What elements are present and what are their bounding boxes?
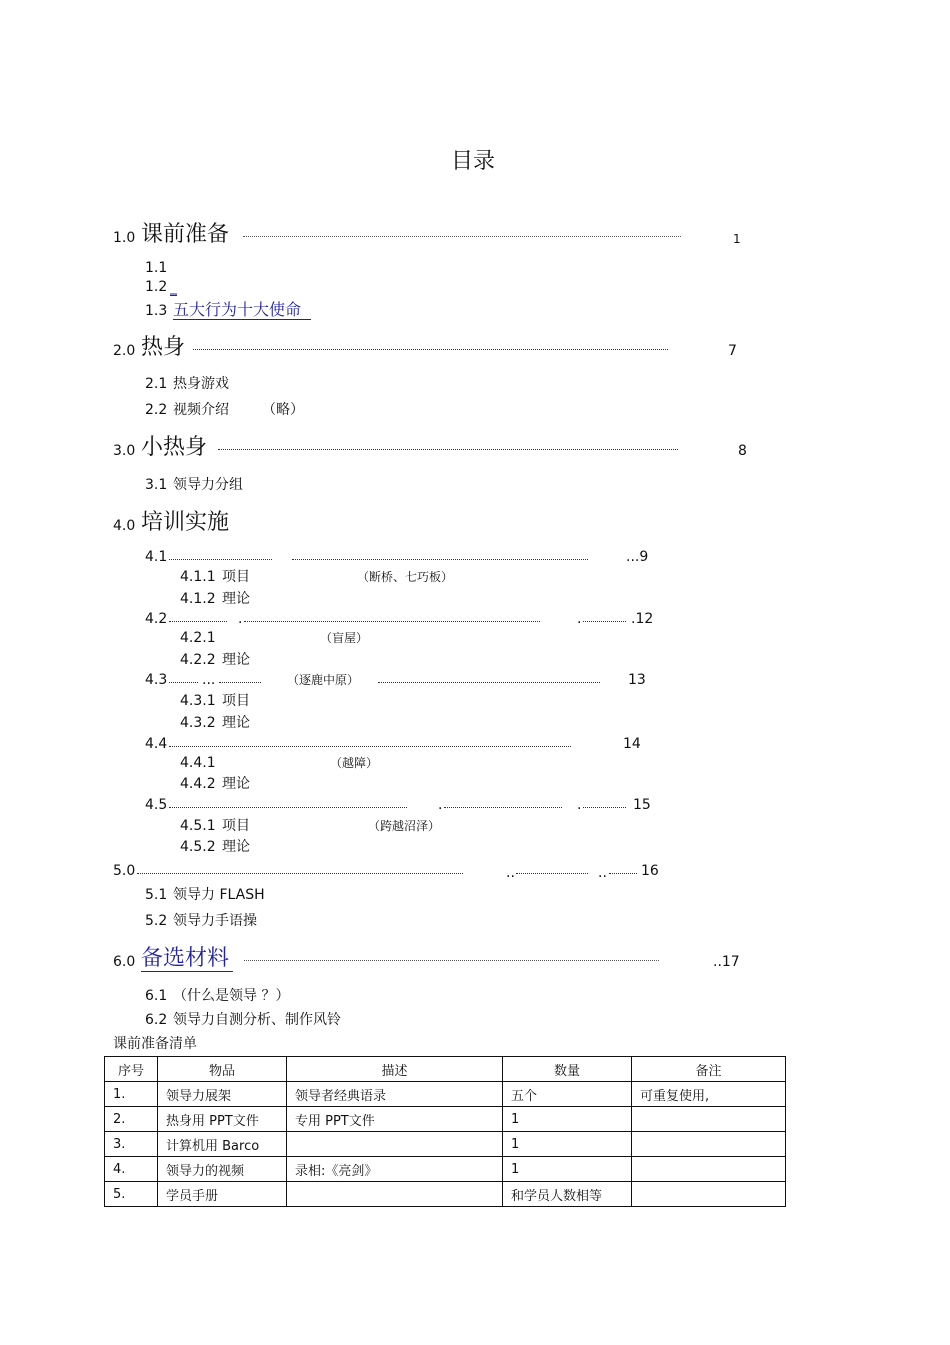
header-cell: 序号: [105, 1057, 158, 1082]
table-cell: 专用 PPT文件: [287, 1107, 503, 1132]
table-cell: 领导力展架: [158, 1082, 287, 1107]
table-cell: 热身用 PPT文件: [158, 1107, 287, 1132]
table-cell: [632, 1182, 786, 1207]
toc-item-number: 2.1: [145, 376, 168, 392]
toc-page-number: 16: [641, 863, 659, 879]
table-cell: [632, 1107, 786, 1132]
toc-leader-dots: [169, 682, 198, 683]
table-cell: 录相:《亮剑》: [287, 1157, 503, 1182]
toc-section-number: 5.0: [113, 863, 136, 879]
toc-subitem-title[interactable]: 理论: [222, 715, 250, 731]
toc-section-number: 6.0: [113, 954, 136, 970]
toc-leader-dots: [169, 621, 227, 622]
table-header-row: [105, 1057, 786, 1082]
toc-leader-mark: .: [577, 797, 582, 813]
toc-item-title[interactable]: 热身游戏: [173, 376, 229, 392]
prep-list-table: [104, 1056, 786, 1207]
table-row: [105, 1157, 786, 1182]
table-cell: 可重复使用,: [632, 1082, 786, 1107]
table-cell: 计算机用 Barco: [158, 1132, 287, 1157]
toc-subitem-number: 4.5.2: [180, 839, 216, 855]
toc-item-title[interactable]: （什么是领导 ？）: [173, 988, 290, 1004]
table-cell: [287, 1182, 503, 1207]
toc-subitem-note: （跨越沼泽）: [368, 819, 441, 833]
list-title: 课前准备清单: [113, 1036, 197, 1052]
toc-subitem-number: 4.1.2: [180, 591, 216, 607]
toc-leader-dots: [193, 349, 668, 350]
toc-page-number: 15: [633, 797, 651, 813]
toc-item-number: 4.2: [145, 611, 168, 627]
table-cell: 领导者经典语录: [287, 1082, 503, 1107]
toc-item-title[interactable]: 领导力分组: [173, 477, 243, 493]
toc-subitem-title[interactable]: 理论: [222, 591, 250, 607]
header-cell: 描述: [287, 1057, 503, 1082]
toc-subitem-number: 4.3.2: [180, 715, 216, 731]
toc-item-number: 4.5: [145, 797, 168, 813]
toc-item-title[interactable]: 领导力手语操: [173, 913, 257, 929]
toc-leader-dots: [244, 960, 659, 961]
toc-subitem-note: （越障）: [330, 756, 379, 770]
toc-leader-mark: .: [238, 611, 243, 627]
toc-item-number: 5.1: [145, 887, 168, 903]
toc-section-title[interactable]: 培训实施: [141, 510, 230, 535]
toc-item-number: 1.2: [145, 279, 168, 295]
table-cell: 1: [503, 1132, 632, 1157]
toc-page-number: 8: [738, 443, 747, 459]
toc-leader-dots: [244, 621, 540, 622]
table-cell: 2.: [105, 1107, 158, 1132]
toc-section-title[interactable]: 课前准备: [141, 222, 230, 247]
toc-item-number: 4.3: [145, 672, 168, 688]
toc-item-number: 2.2: [145, 402, 168, 418]
table-cell: 和学员人数相等: [503, 1182, 632, 1207]
toc-item-title[interactable]: 视频介绍: [173, 402, 229, 418]
toc-leader-dots: [169, 746, 571, 747]
toc-item-title[interactable]: 领导力 FLASH: [173, 887, 265, 903]
toc-subitem-number: 4.1.1: [180, 569, 216, 585]
table-cell: [632, 1132, 786, 1157]
toc-section-number: 2.0: [113, 343, 136, 359]
toc-item-note: （逐鹿中原）: [287, 673, 360, 687]
toc-section-title[interactable]: 小热身: [141, 435, 208, 460]
toc-subitem-note: （断桥、七巧板）: [357, 570, 454, 584]
toc-item-link[interactable]: 五大行为十大使命: [173, 302, 311, 320]
toc-leader-dots: [169, 559, 272, 560]
toc-item-link[interactable]: _: [170, 279, 177, 295]
toc-page-number: 14: [623, 736, 641, 752]
toc-item-number: 5.2: [145, 913, 168, 929]
toc-item-number: 4.4: [145, 736, 168, 752]
toc-leader-dots: [137, 873, 463, 874]
table-row: [105, 1107, 786, 1132]
table-cell: 5.: [105, 1182, 158, 1207]
table-cell: 学员手册: [158, 1182, 287, 1207]
toc-subitem-number: 4.4.2: [180, 776, 216, 792]
toc-subitem-title[interactable]: 理论: [222, 839, 250, 855]
toc-leader-dots: [583, 807, 626, 808]
toc-item-title[interactable]: 领导力自测分析、制作风铃: [173, 1012, 341, 1028]
toc-section-link[interactable]: 备选材料: [141, 948, 233, 972]
toc-subitem-title[interactable]: 项目: [222, 818, 250, 834]
table-cell: 五个: [503, 1082, 632, 1107]
toc-leader-dots: [583, 621, 626, 622]
toc-leader-mark: ..: [506, 865, 515, 881]
page-title: 目录: [451, 149, 496, 174]
toc-item-number: 6.2: [145, 1012, 168, 1028]
toc-section-title[interactable]: 热身: [141, 335, 186, 360]
toc-section-number: 3.0: [113, 443, 136, 459]
table-cell: 1.: [105, 1082, 158, 1107]
toc-leader-dots: [609, 873, 637, 874]
toc-subitem-number: 4.2.1: [180, 630, 216, 646]
table-cell: 3.: [105, 1132, 158, 1157]
toc-page-number: .12: [631, 611, 654, 627]
toc-item-number: 3.1: [145, 477, 168, 493]
table-cell: [632, 1157, 786, 1182]
toc-page-number: ...9: [626, 549, 649, 565]
toc-subitem-number: 4.4.1: [180, 755, 216, 771]
toc-leader-dots: [218, 449, 678, 450]
header-cell: 数量: [503, 1057, 632, 1082]
toc-leader-dots: [378, 682, 600, 683]
toc-subitem-title[interactable]: 项目: [222, 569, 250, 585]
toc-leader-dots: [516, 873, 588, 874]
table-row: [105, 1082, 786, 1107]
header-cell: 备注: [632, 1057, 786, 1082]
toc-leader-mark: ...: [202, 672, 216, 688]
table-row: [105, 1132, 786, 1157]
table-cell: 4.: [105, 1157, 158, 1182]
table-cell: 1: [503, 1157, 632, 1182]
toc-page-number: 7: [728, 343, 737, 359]
toc-subitem-title[interactable]: 理论: [222, 652, 250, 668]
toc-page-number: 13: [628, 672, 646, 688]
toc-leader-dots: [444, 807, 562, 808]
toc-subitem-note: （盲屋）: [320, 631, 369, 645]
toc-subitem-title[interactable]: 理论: [222, 776, 250, 792]
toc-section-number: 4.0: [113, 518, 136, 534]
toc-leader-dots: [292, 559, 588, 560]
toc-item-number: 1.1: [145, 260, 168, 276]
toc-subitem-number: 4.2.2: [180, 652, 216, 668]
toc-leader-mark: ..: [598, 865, 607, 881]
toc-item-number: 1.3: [145, 303, 168, 319]
toc-leader-mark: .: [577, 611, 582, 627]
table-cell: 1: [503, 1107, 632, 1132]
toc-item-number: 6.1: [145, 988, 168, 1004]
header-cell: 物品: [158, 1057, 287, 1082]
toc-page-number: ..17: [713, 954, 740, 970]
toc-item-number: 4.1: [145, 549, 168, 565]
toc-section-number: 1.0: [113, 230, 136, 246]
toc-leader-dots: [219, 682, 261, 683]
toc-subitem-number: 4.3.1: [180, 693, 216, 709]
toc-item-note: （略）: [262, 402, 304, 418]
table-cell: 领导力的视频: [158, 1157, 287, 1182]
toc-subitem-number: 4.5.1: [180, 818, 216, 834]
table-row: [105, 1182, 786, 1207]
table-cell: [287, 1132, 503, 1157]
toc-subitem-title[interactable]: 项目: [222, 693, 250, 709]
toc-leader-dots: [169, 807, 407, 808]
toc-page-number: 1: [733, 232, 741, 246]
toc-leader-dots: [243, 236, 681, 237]
toc-leader-mark: .: [438, 797, 443, 813]
